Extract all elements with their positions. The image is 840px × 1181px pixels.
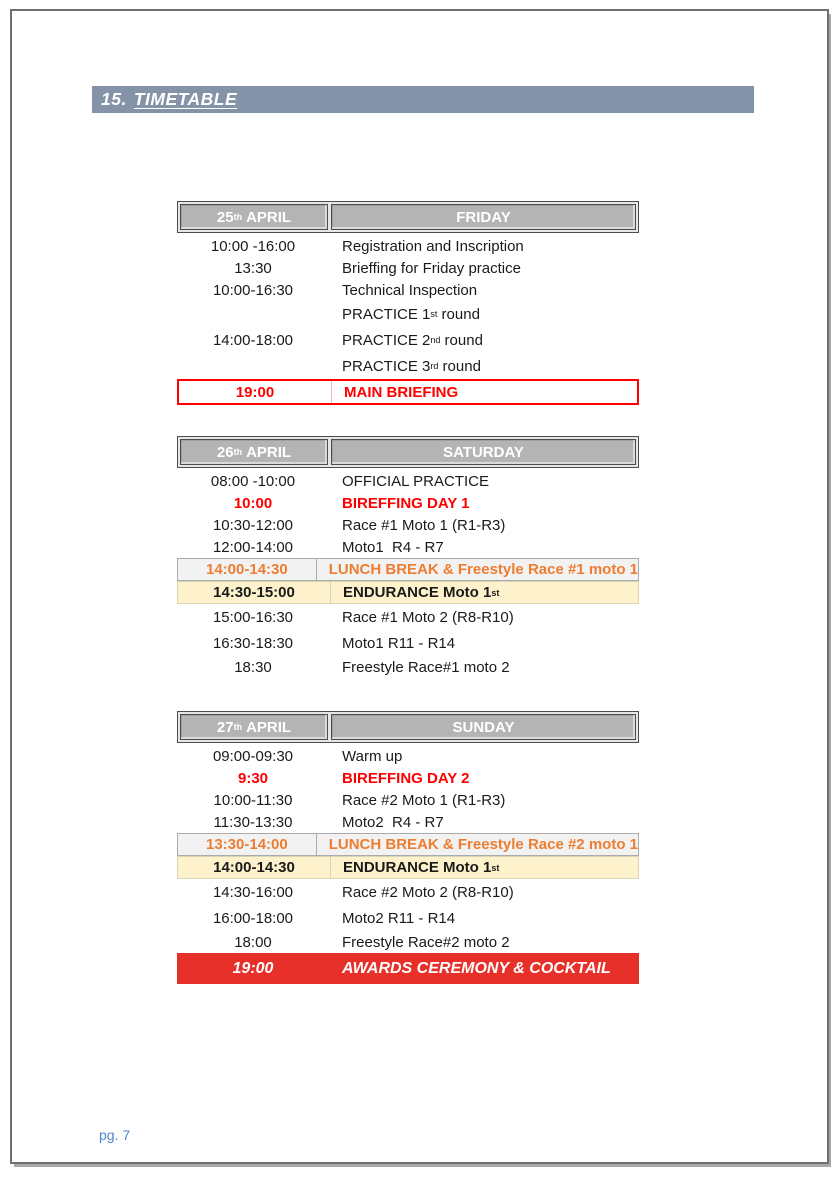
event-cell: PRACTICE 1 st round <box>342 305 480 323</box>
section-heading-bar <box>92 86 754 113</box>
table-row <box>177 279 639 301</box>
table-row <box>177 536 639 558</box>
page-number: pg. 7 <box>99 1127 131 1143</box>
event-cell: BIREFFING DAY 1 <box>342 494 470 512</box>
time-cell: 19:00 <box>232 959 274 977</box>
time-cell: 18:30 <box>234 658 272 676</box>
time-cell: 10:00 <box>233 494 273 512</box>
table-row <box>177 833 639 856</box>
event-cell: Moto2 R11 - R14 <box>342 909 456 927</box>
table-row <box>177 235 639 257</box>
table-row <box>177 470 639 492</box>
table-header <box>177 436 639 468</box>
table-row <box>177 767 639 789</box>
table-row <box>177 257 639 279</box>
timetable-saturday <box>177 436 639 678</box>
event-cell: Freestyle Race#1 moto 2 <box>342 658 510 676</box>
weekday-header-cell: SUNDAY <box>331 714 636 740</box>
time-cell: 08:00 -10:00 <box>210 472 296 490</box>
time-cell: 14:00-14:30 <box>213 859 295 876</box>
event-cell: Race #1 Moto 1 (R1-R3) <box>342 516 506 534</box>
date-month: APRIL <box>246 718 292 736</box>
date-header-cell: 27 th APRIL <box>180 714 328 740</box>
event-cell: Race #2 Moto 1 (R1-R3) <box>342 791 506 809</box>
time-cell: 14:30-16:00 <box>212 883 294 901</box>
table-row <box>177 492 639 514</box>
table-row <box>177 856 639 879</box>
event-cell: LUNCH BREAK & Freestyle Race #2 moto 1 <box>316 834 638 855</box>
event-cell: Moto1 R11 - R14 <box>342 634 456 652</box>
weekday-header-cell: FRIDAY <box>331 204 636 230</box>
date-day: 27 <box>216 718 234 736</box>
time-cell: 13:30-14:00 <box>206 836 288 853</box>
time-cell: 10:00-11:30 <box>213 791 293 809</box>
table-row <box>177 656 639 678</box>
table-body <box>177 235 639 405</box>
time-cell: 14:30-15:00 <box>213 584 295 601</box>
time-cell: 9:30 <box>237 769 269 787</box>
event-cell: MAIN BRIEFING <box>331 381 637 403</box>
table-row <box>177 905 639 931</box>
event-cell: Moto2 R4 - R7 <box>342 813 444 831</box>
table-row <box>177 745 639 767</box>
event-cell: Registration and Inscription <box>342 237 524 255</box>
time-cell: 10:00 -16:00 <box>210 237 296 255</box>
event-cell: Race #2 Moto 2 (R8-R10) <box>342 883 514 901</box>
event-cell: AWARDS CEREMONY & COCKTAIL <box>342 959 611 977</box>
date-month: APRIL <box>246 208 292 226</box>
event-cell: Freestyle Race#2 moto 2 <box>342 933 510 951</box>
event-cell: ENDURANCE Moto 1 st <box>330 857 638 878</box>
table-row <box>177 327 639 353</box>
table-row <box>177 789 639 811</box>
weekday-header-cell: SATURDAY <box>331 439 636 465</box>
time-cell: 18:00 <box>234 933 272 951</box>
document-page <box>10 9 829 1164</box>
section-number: 15. <box>101 89 127 109</box>
table-row <box>177 301 639 327</box>
event-cell: Warm up <box>342 747 403 765</box>
date-month: APRIL <box>246 443 292 461</box>
table-body <box>177 470 639 678</box>
table-row <box>177 353 639 379</box>
table-row <box>177 514 639 536</box>
table-body <box>177 745 639 984</box>
time-cell: 10:00-16:30 <box>212 281 294 299</box>
time-cell: 10:30-12:00 <box>212 516 294 534</box>
table-row <box>177 558 639 581</box>
date-day: 26 <box>216 443 234 461</box>
time-cell: 12:00-14:00 <box>212 538 294 556</box>
event-cell: ENDURANCE Moto 1 st <box>330 582 638 603</box>
event-cell: PRACTICE 2 nd round <box>342 331 483 349</box>
event-cell: PRACTICE 3 rd round <box>342 357 481 375</box>
time-cell: 09:00-09:30 <box>212 747 294 765</box>
time-cell: 19:00 <box>235 383 275 401</box>
event-cell: Race #1 Moto 2 (R8-R10) <box>342 608 514 626</box>
table-row <box>177 931 639 953</box>
date-day: 25 <box>216 208 234 226</box>
time-cell: 15:00-16:30 <box>212 608 294 626</box>
table-row <box>177 879 639 905</box>
table-row <box>177 953 639 984</box>
table-header <box>177 201 639 233</box>
date-header-cell: 25 th APRIL <box>180 204 328 230</box>
time-cell: 16:00-18:00 <box>212 909 294 927</box>
time-cell: 14:00-14:30 <box>206 561 288 578</box>
table-row <box>177 379 639 405</box>
event-cell: Brieffing for Friday practice <box>342 259 521 277</box>
date-header-cell: 26 th APRIL <box>180 439 328 465</box>
time-cell: 13:30 <box>234 259 272 277</box>
table-row <box>177 581 639 604</box>
time-cell: 14:00-18:00 <box>212 331 294 349</box>
event-cell: Moto1 R4 - R7 <box>342 538 444 556</box>
timetable-sunday <box>177 711 639 984</box>
event-cell: OFFICIAL PRACTICE <box>342 472 489 490</box>
timetable-friday <box>177 201 639 405</box>
event-cell: Technical Inspection <box>342 281 478 299</box>
table-row <box>177 604 639 630</box>
time-cell: 11:30-13:30 <box>213 813 293 831</box>
section-title: TIMETABLE <box>133 89 238 109</box>
event-cell: BIREFFING DAY 2 <box>342 769 470 787</box>
table-header <box>177 711 639 743</box>
time-cell: 16:30-18:30 <box>212 634 294 652</box>
table-row <box>177 630 639 656</box>
table-row <box>177 811 639 833</box>
event-cell: LUNCH BREAK & Freestyle Race #1 moto 1 <box>316 559 638 580</box>
